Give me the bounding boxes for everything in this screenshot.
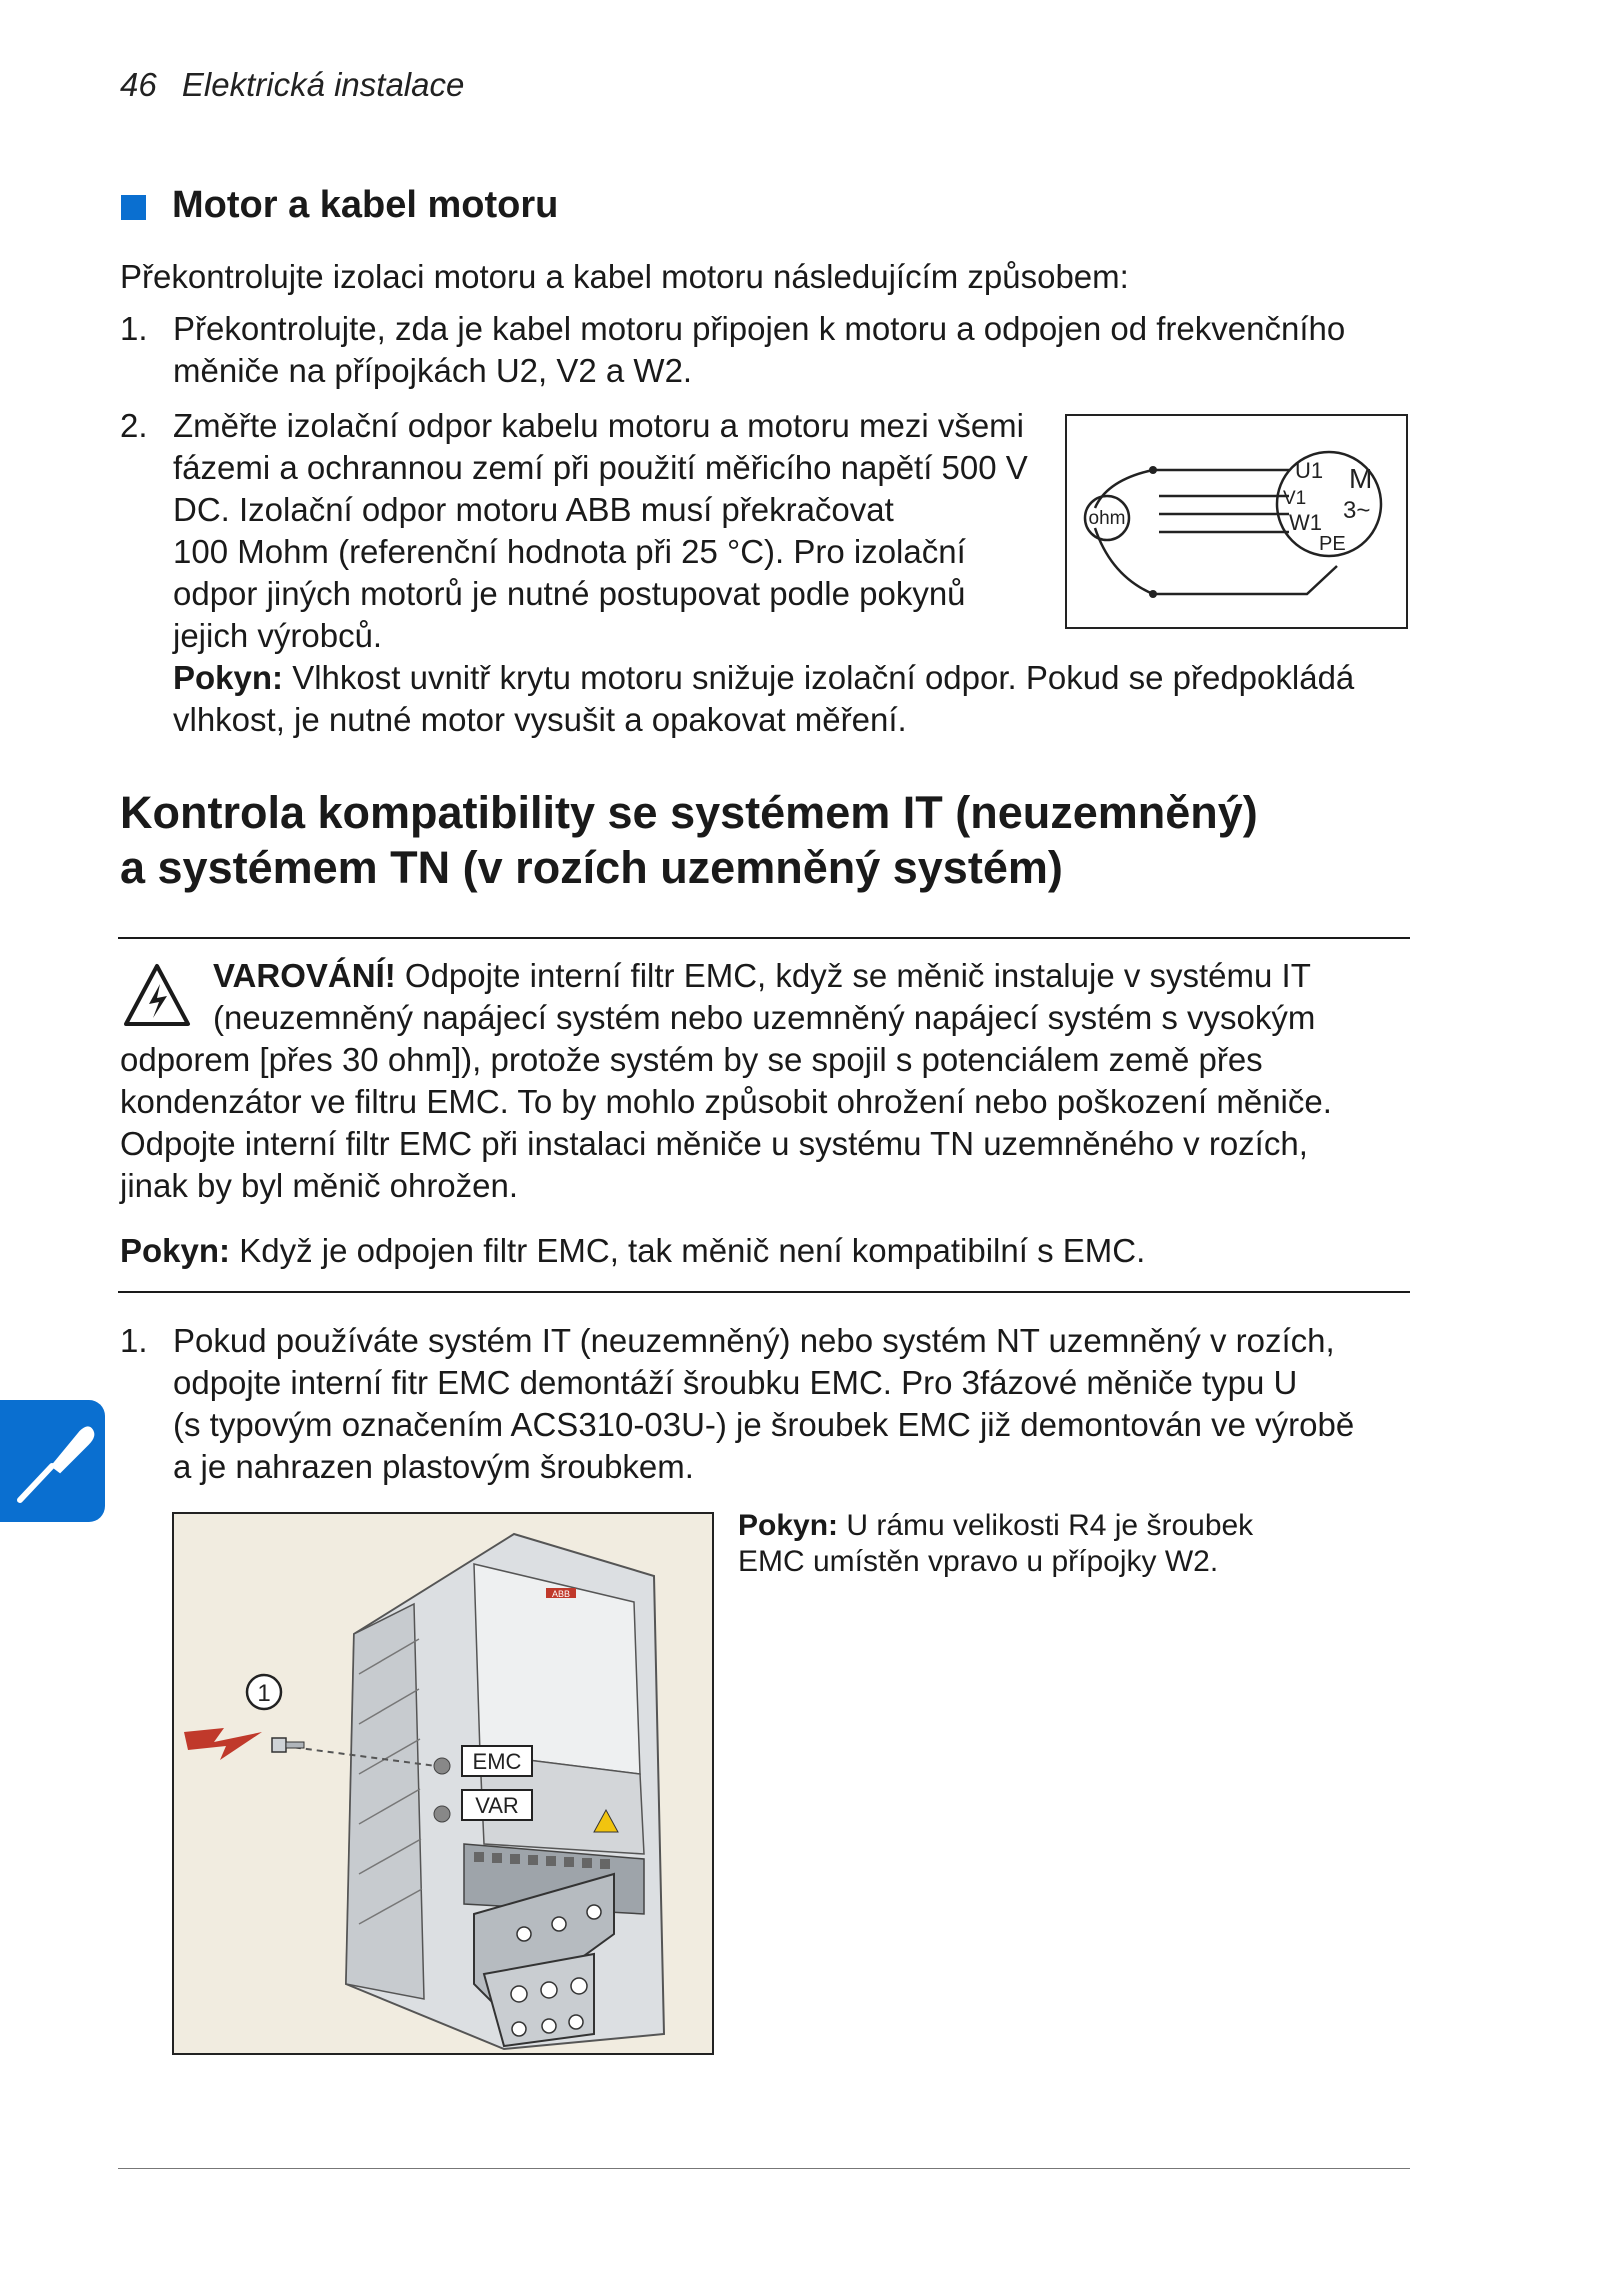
text-line: Pokud používáte systém IT (neuzemněný) nebo systém NT uzemněný v rozích, (173, 1322, 1335, 1359)
terminal-dot (1149, 466, 1157, 474)
warning-line: Odpojte interní filtr EMC, když se měnič instaluje v systému IT (395, 957, 1311, 994)
text-line: odpor jiných motorů je nutné postupovat podle pokynů (173, 575, 966, 612)
text-line: fázemi a ochrannou zemí při použití měřicího napětí 500 V (173, 449, 1028, 486)
terminal-u1: U1 (1295, 458, 1324, 483)
text-line: odpojte interní fitr EMC demontáží šroubku EMC. Pro 3fázové měniče typu U (173, 1364, 1298, 1401)
pe-lead (1153, 566, 1337, 594)
list-number: 1. (120, 1322, 148, 1359)
var-label: VAR (475, 1793, 519, 1818)
note-text: EMC umístěn vpravo u přípojky W2. (738, 1545, 1219, 1578)
note-label: Pokyn: (738, 1509, 839, 1542)
terminal-w1: W1 (1289, 510, 1322, 535)
note-label: Pokyn: (120, 1232, 231, 1269)
running-head (120, 66, 464, 104)
warning-line: kondenzátor ve filtru EMC. To by mohlo způsobit ohrožení nebo poškození měniče. (120, 1083, 1332, 1120)
heading-line: Kontrola kompatibility se systémem IT (neuzemněný) (120, 787, 1258, 838)
brand-text: ABB (551, 1589, 571, 1599)
callout-number: 1 (257, 1680, 271, 1707)
warning-text (120, 955, 1420, 1207)
section-intro: Překontrolujte izolaci motoru a kabel motoru následujícím způsobem: (120, 258, 1129, 295)
drive-emc-screw-figure (172, 1512, 714, 2055)
motor-insulation-diagram (1065, 414, 1408, 629)
figure-note (738, 1508, 1438, 1580)
list-number: 2. (120, 407, 148, 444)
chapter-tab (0, 1400, 105, 1522)
text-line: a je nahrazen plastovým šroubkem. (173, 1448, 694, 1485)
note (120, 1230, 1145, 1272)
text-line: Změřte izolační odpor kabelu motoru a motoru mezi všemi (173, 407, 1025, 444)
note-text: Když je odpojen filtr EMC, tak měnič není kompatibilní s EMC. (230, 1232, 1146, 1269)
footer-rule (118, 2168, 1410, 2169)
heading-line: a systémem TN (v rozích uzemněný systém) (120, 842, 1063, 893)
terminal-dot (1149, 590, 1157, 598)
note-label: Pokyn: (173, 659, 284, 696)
warning-line: jinak by byl měnič ohrožen. (120, 1167, 519, 1204)
section-bullet (121, 195, 146, 220)
note-text: vlhkost, je nutné motor vysušit a opakovat měření. (173, 701, 907, 738)
drive-illustration (174, 1514, 712, 2053)
emc-label: EMC (472, 1749, 522, 1774)
arrow-left-icon (184, 1728, 262, 1760)
warning-line: (neuzemněný napájecí systém nebo uzemněný napájecí systém s vysokým (213, 999, 1316, 1036)
divider (118, 1291, 1410, 1293)
meter-lead-bottom (1095, 528, 1153, 594)
text-line: jejich výrobců. (173, 617, 383, 654)
meter-label: ohm (1088, 508, 1126, 529)
phase-label: 3~ (1343, 497, 1371, 524)
note-text: U rámu velikosti R4 je šroubek (838, 1509, 1254, 1542)
page-number: 46 (120, 66, 157, 103)
list-number: 1. (120, 310, 148, 347)
text-line: Překontrolujte, zda je kabel motoru připojen k motoru a odpojen od frekvenčního (173, 310, 1346, 347)
motor-diagram-svg (1067, 416, 1406, 627)
note-text: Vlhkost uvnitř krytu motoru snižuje izolační odpor. Pokud se předpokládá (283, 659, 1355, 696)
note (173, 657, 1433, 741)
section-title: Motor a kabel motoru (172, 184, 559, 226)
text-line: měniče na přípojkách U2, V2 a W2. (173, 352, 693, 389)
warning-line: Odpojte interní filtr EMC při instalaci měniče u systému TN uzemněného v rozích, (120, 1125, 1308, 1162)
terminal-v1: V1 (1283, 488, 1307, 509)
pe-label: PE (1319, 533, 1346, 555)
chapter-title: Elektrická instalace (181, 66, 465, 103)
warning-label: VAROVÁNÍ! (213, 957, 396, 994)
compat-heading (120, 785, 1420, 895)
text-line: 100 Mohm (referenční hodnota při 25 °C). Pro izolační (173, 533, 966, 570)
motor-label: M (1349, 463, 1373, 494)
text-line: (s typovým označením ACS310-03U-) je šroubek EMC již demontován ve výrobě (173, 1406, 1355, 1443)
emc-screw (272, 1738, 304, 1752)
screwdriver-icon (0, 1400, 105, 1522)
divider (118, 937, 1410, 939)
text-line: DC. Izolační odpor motoru ABB musí překračovat (173, 491, 894, 528)
warning-line: odporem [přes 30 ohm]), protože systém by se spojil s potenciálem země přes (120, 1041, 1263, 1078)
